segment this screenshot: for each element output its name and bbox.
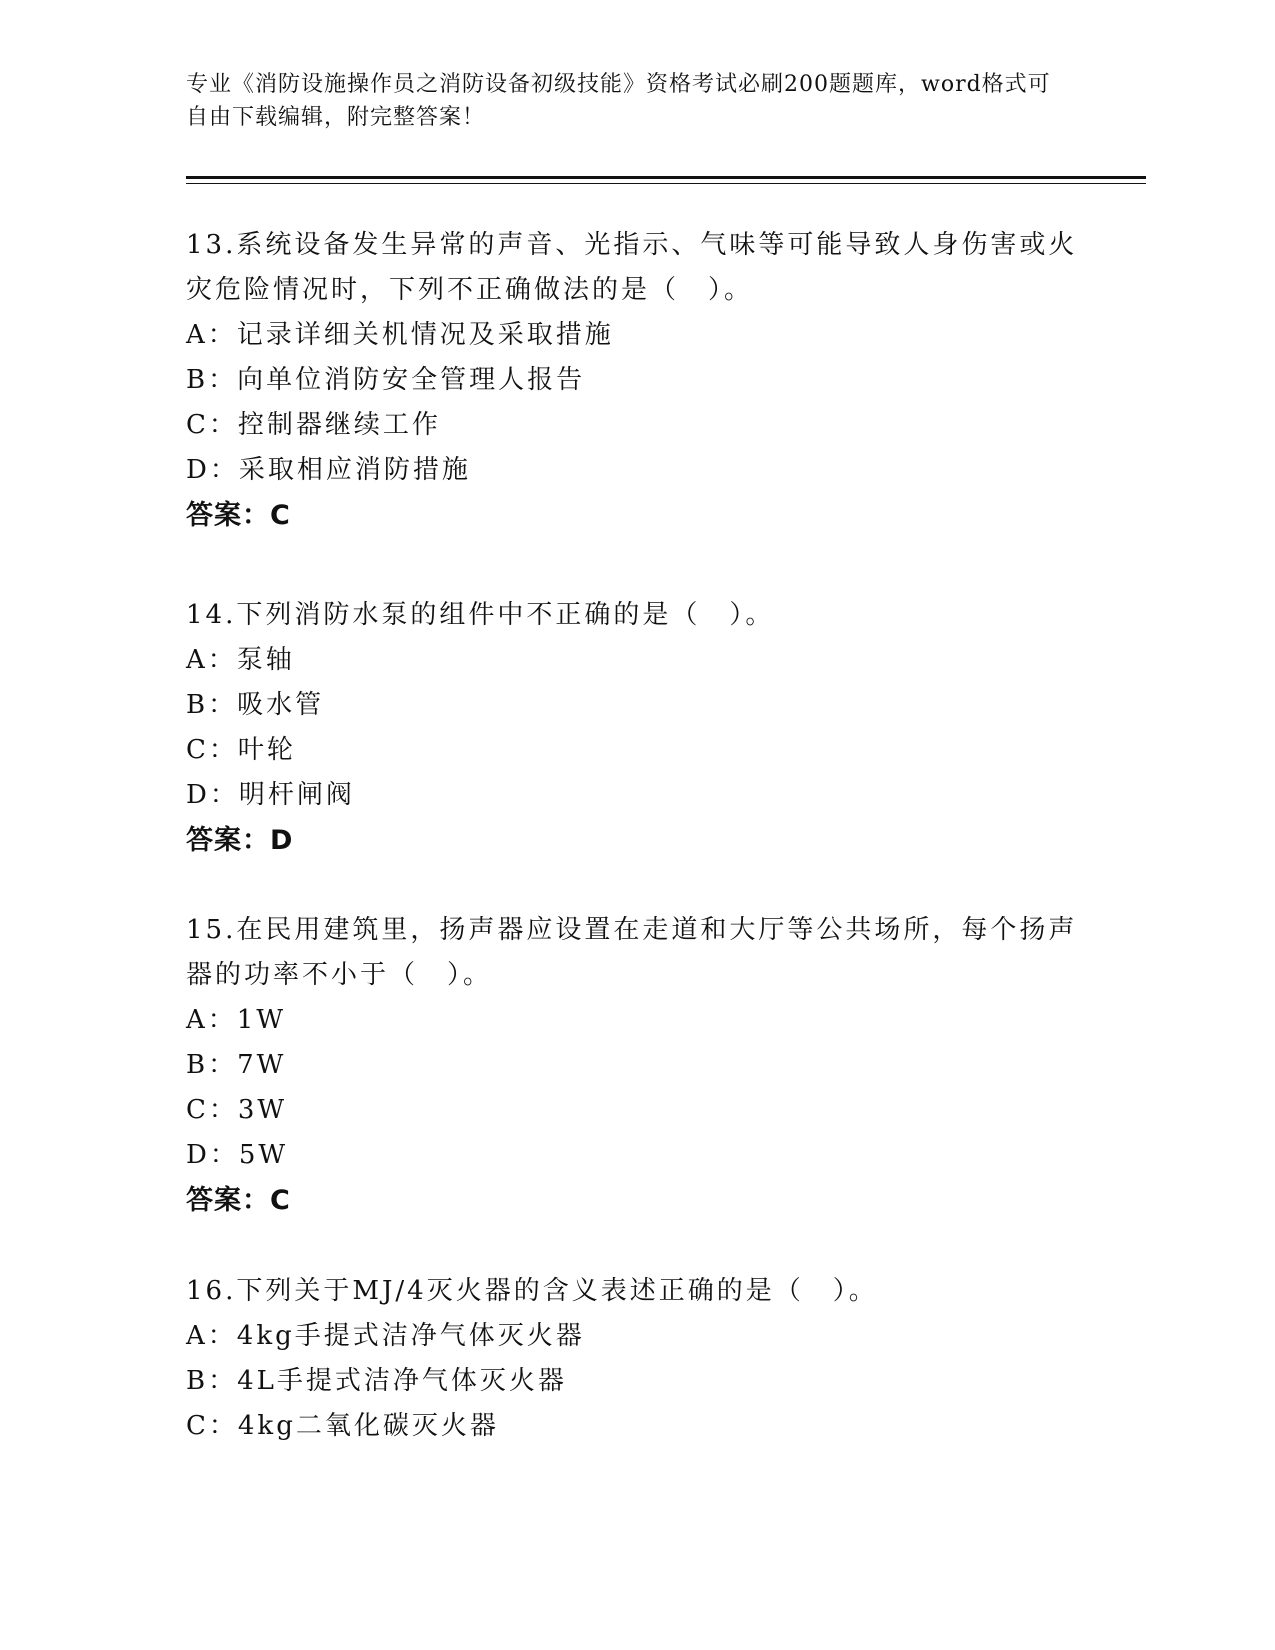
option-c: C：叶轮 (186, 735, 296, 765)
question-stem: 15.在民用建筑里，扬声器应设置在走道和大厅等公共场所，每个扬声器的功率不小于（ ）。 (186, 915, 1078, 990)
option-c: C：4kg二氧化碳灭火器 (186, 1411, 499, 1441)
question-13 (186, 223, 1086, 539)
option-d: D：采取相应消防措施 (186, 455, 471, 485)
question-15 (186, 908, 1086, 1224)
answer-line: 答案：D (186, 825, 294, 856)
question-stem: 16.下列关于MJ/4灭火器的含义表述正确的是（ ）。 (186, 1276, 878, 1306)
option-b: B：吸水管 (186, 690, 325, 720)
option-d: D：明杆闸阀 (186, 780, 355, 810)
header-divider-thick (186, 176, 1146, 179)
option-d: D：5W (186, 1140, 289, 1170)
option-a: A：记录详细关机情况及采取措施 (186, 320, 614, 350)
header-divider-thin (186, 183, 1146, 184)
question-stem: 13.系统设备发生异常的声音、光指示、气味等可能导致人身伤害或火灾危险情况时，下列不正确做法的是（ ）。 (186, 230, 1078, 305)
option-b: B：7W (186, 1050, 287, 1080)
option-b: B：向单位消防安全管理人报告 (186, 365, 586, 395)
answer-line: 答案：C (186, 500, 291, 531)
question-16 (186, 1269, 1086, 1449)
option-a: A：泵轴 (186, 645, 295, 675)
document-header: 专业《消防设施操作员之消防设备初级技能》资格考试必刷200题题库，word格式可自由下载编辑，附完整答案！ (186, 72, 1051, 130)
option-a: A：4kg手提式洁净气体灭火器 (186, 1321, 585, 1351)
option-b: B：4L手提式洁净气体灭火器 (186, 1366, 567, 1396)
option-c: C：控制器继续工作 (186, 410, 441, 440)
question-14 (186, 593, 1086, 864)
option-a: A：1W (186, 1005, 287, 1035)
answer-line: 答案：C (186, 1185, 291, 1216)
question-stem: 14.下列消防水泵的组件中不正确的是（ ）。 (186, 600, 775, 630)
option-c: C：3W (186, 1095, 288, 1125)
